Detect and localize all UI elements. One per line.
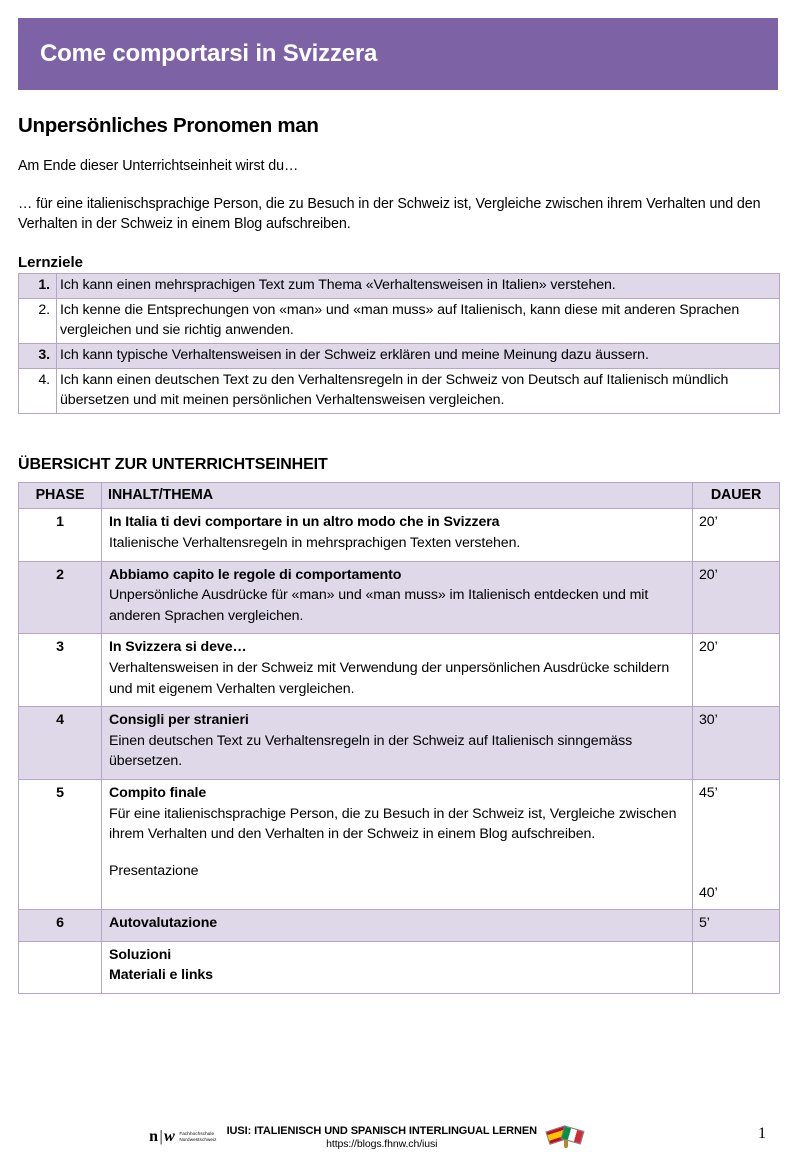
- fhnw-logo-line1: Fachhochschule: [179, 1131, 215, 1137]
- table-header-row: [19, 482, 780, 509]
- cell-inhalt: [102, 779, 693, 909]
- cell-dauer: 30’: [693, 707, 780, 780]
- intro-line: Am Ende dieser Unterrichtseinheit wirst du…: [18, 158, 299, 174]
- section-heading: Unpersönliches Pronomen man: [18, 114, 319, 137]
- cell-phase: [19, 941, 102, 993]
- table-row: [19, 298, 780, 343]
- cell-title: Compito finale: [109, 784, 207, 801]
- cell-phase: 1: [19, 509, 102, 561]
- cell-phase: 5: [19, 779, 102, 909]
- cell-inhalt: [102, 561, 693, 634]
- fhnw-logo-w: w: [164, 1128, 176, 1145]
- footer-url[interactable]: https://blogs.fhnw.ch/iusi: [326, 1138, 438, 1151]
- table-row: [19, 343, 780, 368]
- page-number: 1: [758, 1125, 766, 1142]
- cell-title: Consigli per stranieri: [109, 712, 249, 729]
- goal-text: Ich kann einen deutschen Text zu den Verhaltensregeln in der Schweiz von Deutsch auf Italienisch mündlich übersetzen und mit meinen persönlichen Verhaltensweisen vergleichen.: [57, 368, 780, 413]
- cell-description: Italienische Verhaltensregeln in mehrsprachigen Texten verstehen.: [109, 535, 521, 552]
- column-header-phase: PHASE: [19, 482, 102, 509]
- table-row: [19, 779, 780, 909]
- crossed-flags-icon: [547, 1123, 587, 1149]
- goal-number: 3.: [19, 343, 57, 368]
- table-row: [19, 707, 780, 780]
- cell-inhalt: [102, 509, 693, 561]
- goal-text: Ich kann einen mehrsprachigen Text zum Thema «Verhaltensweisen in Italien» verstehen.: [57, 274, 780, 299]
- overview-heading: ÜBERSICHT ZUR UNTERRICHTSEINHEIT: [18, 455, 328, 473]
- cell-title: In Italia ti devi comportare in un altro modo che in Svizzera: [109, 514, 500, 531]
- cell-phase: 6: [19, 910, 102, 942]
- cell-dauer: 5’: [693, 910, 780, 942]
- learning-goals-heading: Lernziele: [18, 254, 84, 272]
- goal-number: 1.: [19, 274, 57, 299]
- page-footer: [18, 1118, 780, 1158]
- cell-title: Soluzioni: [109, 946, 172, 963]
- page-banner: [18, 18, 778, 90]
- cell-inhalt: [102, 707, 693, 780]
- footer-text-block: [227, 1125, 537, 1152]
- cell-dauer: 20’: [693, 509, 780, 561]
- cell-inhalt: [102, 941, 693, 993]
- phases-table: [18, 482, 780, 994]
- fhnw-logo-n: n: [149, 1128, 159, 1145]
- fhnw-logo: [149, 1129, 217, 1145]
- flag-pin-icon: [564, 1140, 568, 1148]
- fhnw-logo-line2: Nordwestschweiz: [179, 1137, 217, 1142]
- cell-dauer: 20’: [693, 561, 780, 634]
- goal-number: 2.: [19, 298, 57, 343]
- cell-dauer: [693, 779, 780, 909]
- table-row: [19, 368, 780, 413]
- cell-spacer: [109, 845, 686, 861]
- fhnw-logo-words: [179, 1131, 216, 1142]
- cell-inhalt: [102, 634, 693, 707]
- cell-title: Abbiamo capito le regole di comportamento: [109, 566, 402, 583]
- cell-description: Einen deutschen Text zu Verhaltensregeln in der Schweiz auf Italienisch sinngemäss übersetzen.: [109, 732, 633, 770]
- cell-phase: 2: [19, 561, 102, 634]
- column-header-inhalt: INHALT/THEMA: [102, 482, 693, 509]
- table-row: [19, 634, 780, 707]
- learning-goals-table: [18, 273, 780, 414]
- cell-description: Unpersönliche Ausdrücke für «man» und «man muss» im Italienisch entdecken und mit anderen Sprachen vergleichen.: [109, 587, 649, 624]
- cell-description: Verhaltensweisen in der Schweiz mit Verwendung der unpersönlichen Ausdrücke schildern und mit eigenem Verhalten vergleichen.: [109, 660, 670, 697]
- footer-content: [18, 1118, 718, 1158]
- goal-number: 4.: [19, 368, 57, 413]
- cell-phase: 4: [19, 707, 102, 780]
- cell-dauer-main: 45’: [699, 784, 718, 801]
- cell-inhalt: [102, 910, 693, 942]
- footer-project-title: IUSI: ITALIENISCH UND SPANISCH INTERLINGUAL LERNEN: [226, 1124, 537, 1137]
- table-row: [19, 910, 780, 942]
- document-body: [18, 108, 780, 994]
- fhnw-logo-bar: |: [159, 1128, 164, 1145]
- goal-text: Ich kann typische Verhaltensweisen in der Schweiz erklären und meine Meinung dazu äussern.: [57, 343, 780, 368]
- cell-dauer-extra: 40’: [699, 884, 718, 901]
- table-row: [19, 274, 780, 299]
- cell-title: In Svizzera si deve…: [109, 639, 247, 656]
- cell-phase: 3: [19, 634, 102, 707]
- goal-text: Ich kenne die Entsprechungen von «man» und «man muss» auf Italienisch, kann diese mit anderen Sprachen vergleichen und sie richtig anwenden.: [57, 298, 780, 343]
- cell-description: Für eine italienischsprachige Person, die zu Besuch in der Schweiz ist, Vergleiche zwischen ihrem Verhalten und den Verhalten in der Schweiz in einem Blog aufschreiben.: [109, 805, 677, 843]
- table-row: [19, 509, 780, 561]
- table-row: [19, 561, 780, 634]
- cell-extra: Presentazione: [109, 862, 199, 879]
- cell-dauer: 20’: [693, 634, 780, 707]
- cell-title-2: Materiali e links: [109, 967, 213, 984]
- page-title: Come comportarsi in Svizzera: [40, 40, 378, 67]
- cell-title: Autovalutazione: [109, 915, 218, 932]
- column-header-dauer: DAUER: [693, 482, 780, 509]
- fhnw-wordmark-icon: [149, 1129, 175, 1145]
- cell-dauer: [693, 941, 780, 993]
- table-row: [19, 941, 780, 993]
- goal-statement: … für eine italienischsprachige Person, die zu Besuch in der Schweiz ist, Vergleiche zwischen ihrem Verhalten und den Verhalten in der Schweiz in einem Blog aufschreiben.: [18, 195, 761, 233]
